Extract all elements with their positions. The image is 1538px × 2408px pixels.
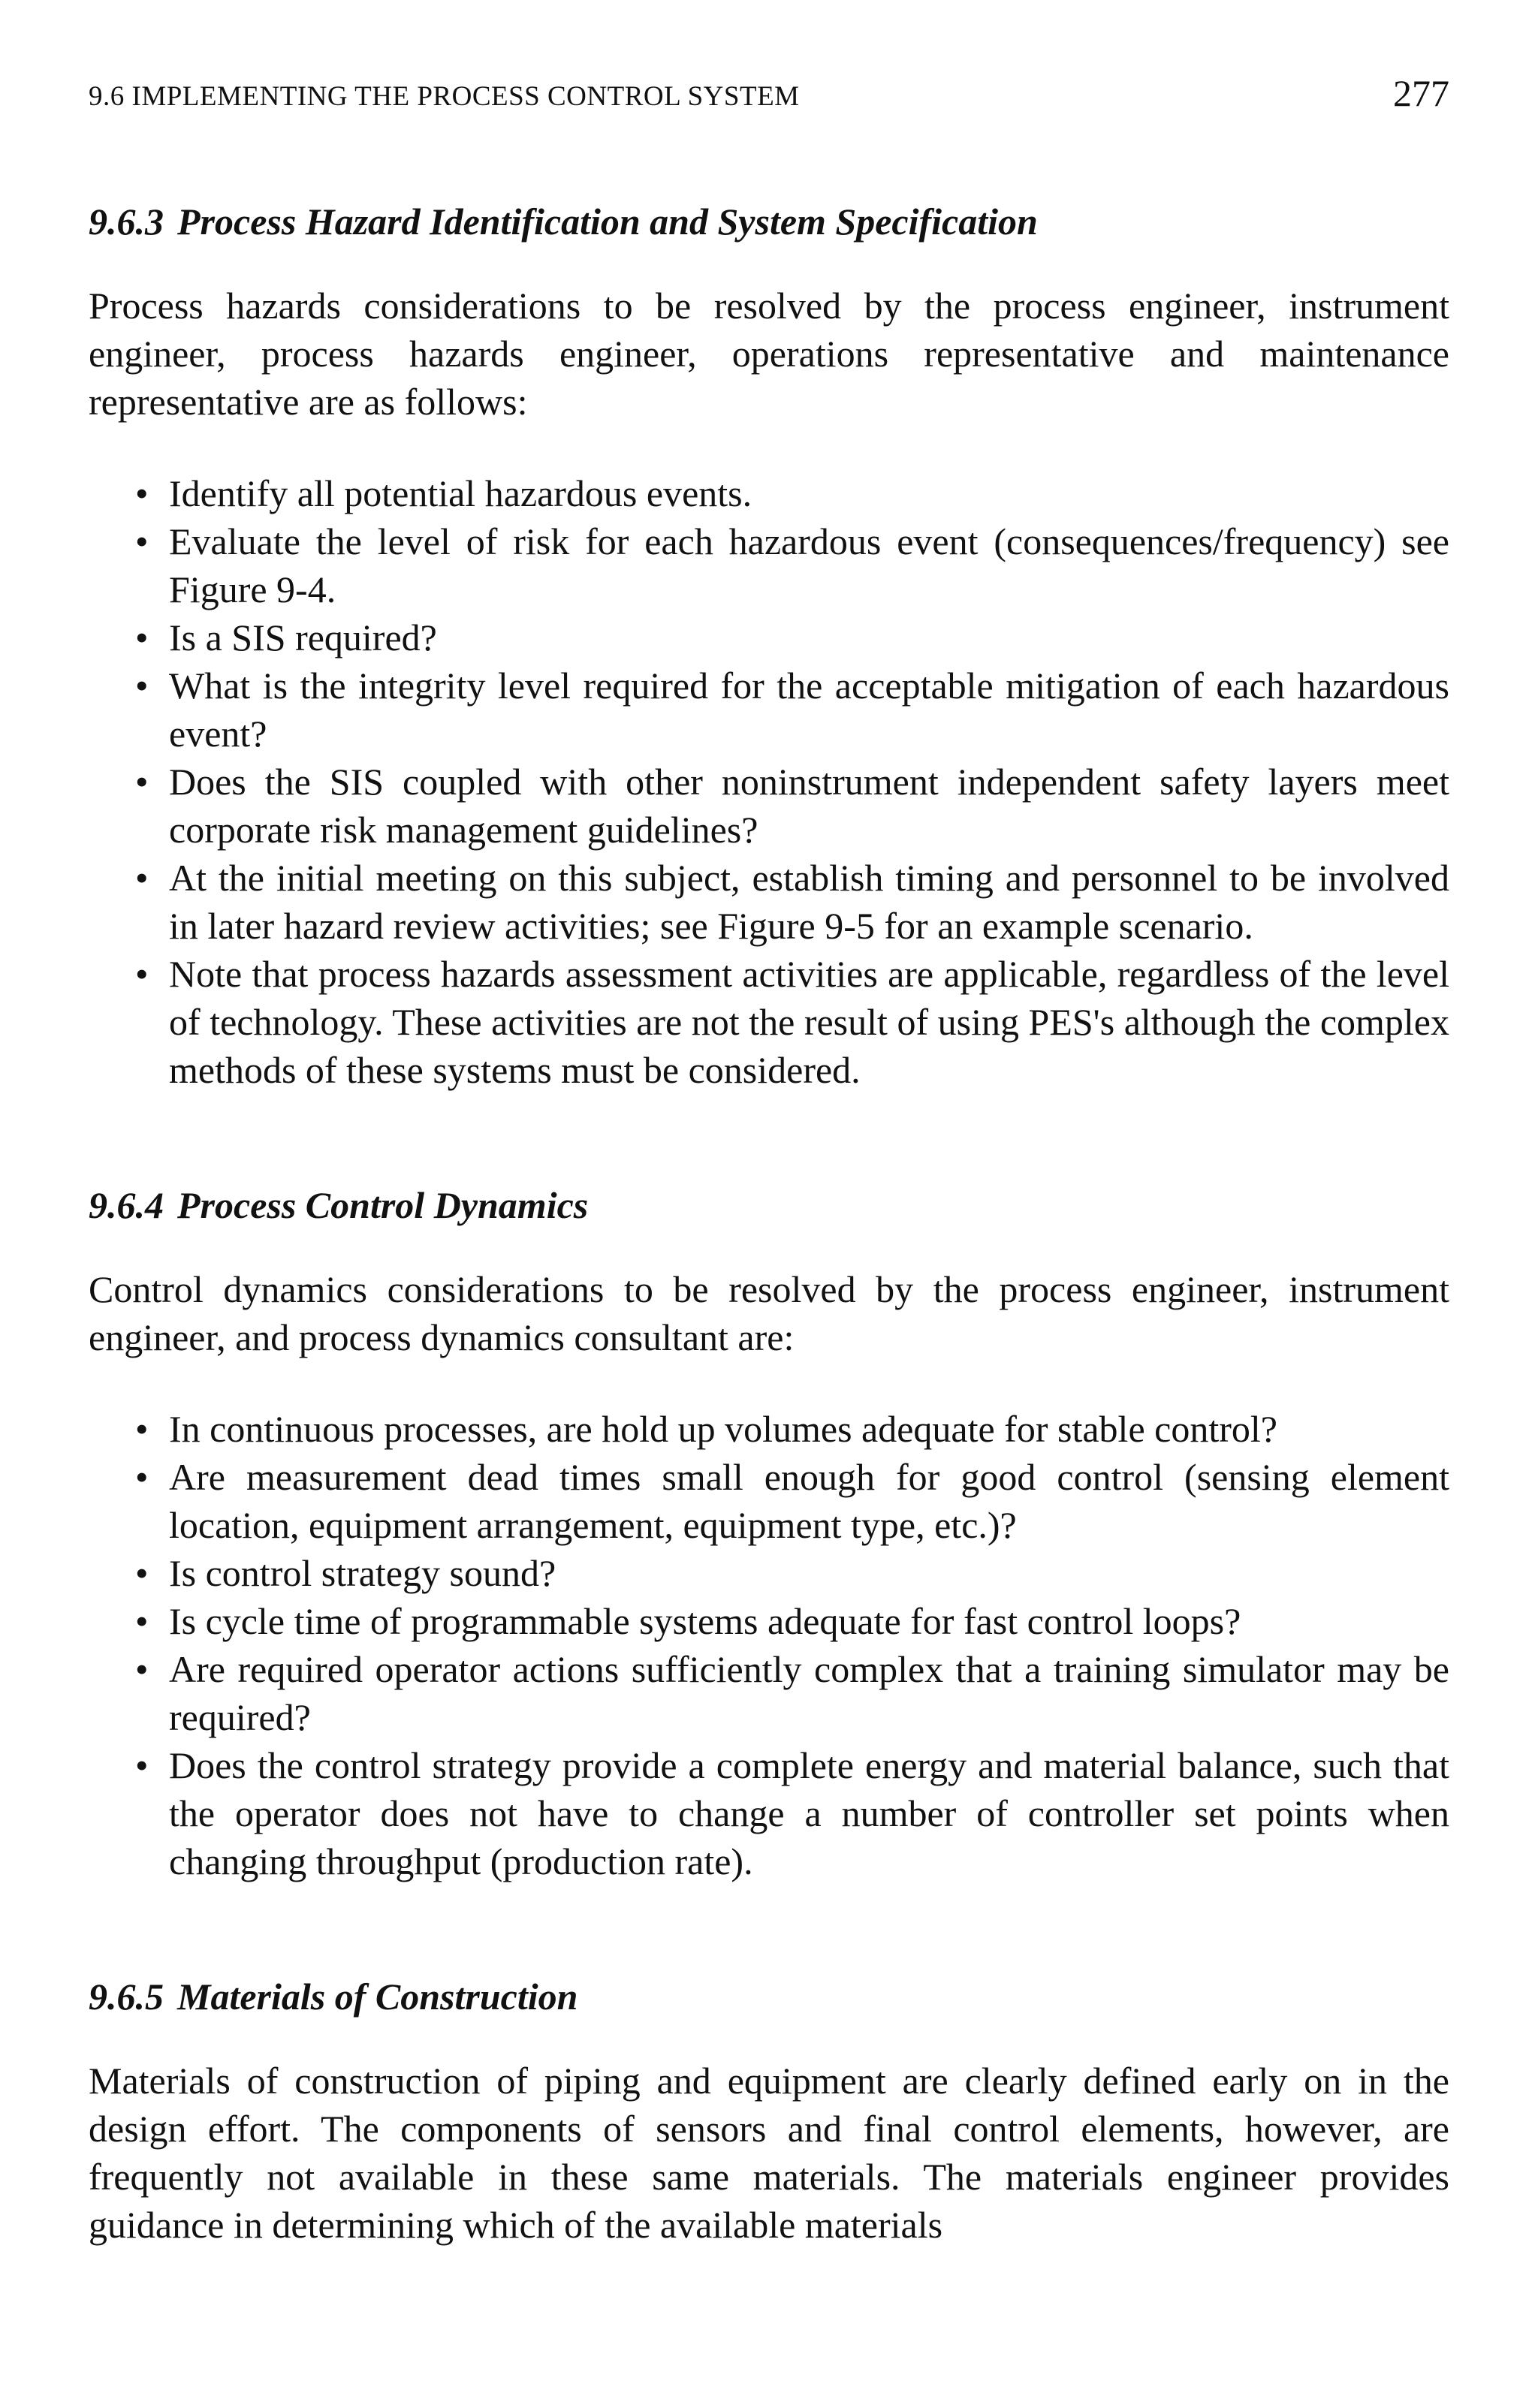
running-head-title: 9.6 IMPLEMENTING THE PROCESS CONTROL SYSTEM — [89, 81, 800, 112]
list-item-text: Note that process hazards assessment activities are applicable, regardless of the level of technology. These activities are not the result of using PES's although the complex methods of these systems must be considered. — [169, 953, 1449, 1091]
section-intro: Materials of construction of piping and equipment are clearly defined early on in the design effort. The components of sensors and final control elements, however, are frequently not available in these same materials. The materials engineer provides guidance in determining which of the available materials — [89, 2060, 1449, 2246]
list-item — [89, 1405, 1449, 1453]
page-number: 277 — [1393, 72, 1449, 114]
bullet-icon: • — [135, 1552, 149, 1594]
list-item — [89, 854, 1449, 950]
section-title: Materials of Construction — [177, 1976, 578, 2018]
list-item-text: Does the control strategy provide a complete energy and material balance, such that the operator does not have to change a number of controller set points when changing throughput (production rate). — [169, 1744, 1449, 1882]
section-number: 9.6.3 — [89, 200, 164, 243]
list-item-text: Evaluate the level of risk for each hazardous event (consequences/frequency) see Figure 9-4. — [169, 520, 1449, 610]
section-intro: Control dynamics considerations to be resolved by the process engineer, instrument engineer, and process dynamics consultant are: — [89, 1268, 1449, 1358]
list-item — [89, 758, 1449, 854]
list-item-text: Is control strategy sound? — [169, 1552, 556, 1594]
list-item — [89, 1549, 1449, 1597]
bullet-list — [89, 1405, 1449, 1885]
section-heading — [89, 1974, 1449, 2019]
list-item-text: Identify all potential hazardous events. — [169, 472, 752, 514]
section-heading — [89, 199, 1449, 244]
bullet-icon: • — [135, 1408, 149, 1450]
section-9-6-4 — [89, 1183, 1449, 1885]
section-number: 9.6.4 — [89, 1184, 164, 1226]
bullet-list — [89, 469, 1449, 1094]
page-content — [89, 199, 1449, 2249]
list-item-text: Are measurement dead times small enough for good control (sensing element location, equipment arrangement, equipment type, etc.)? — [169, 1456, 1449, 1546]
list-item-text: Does the SIS coupled with other noninstrument independent safety layers meet corporate risk management guidelines? — [169, 761, 1449, 851]
list-item-text: In continuous processes, are hold up volumes adequate for stable control? — [169, 1408, 1277, 1450]
section-intro: Process hazards considerations to be resolved by the process engineer, instrument engineer, process hazards engineer, operations representative and maintenance representative are as follows: — [89, 285, 1449, 423]
section-9-6-3 — [89, 199, 1449, 1094]
bullet-icon: • — [135, 1744, 149, 1786]
list-item — [89, 1645, 1449, 1741]
list-item — [89, 613, 1449, 662]
bullet-icon: • — [135, 472, 149, 514]
bullet-icon: • — [135, 616, 149, 659]
list-item-text: Are required operator actions sufficiently complex that a training simulator may be required? — [169, 1648, 1449, 1738]
bullet-icon: • — [135, 761, 149, 803]
list-item — [89, 1597, 1449, 1645]
bullet-icon: • — [135, 520, 149, 562]
list-item — [89, 469, 1449, 517]
section-title: Process Control Dynamics — [177, 1184, 589, 1226]
list-item — [89, 1453, 1449, 1549]
bullet-icon: • — [135, 1648, 149, 1690]
bullet-icon: • — [135, 953, 149, 995]
list-item-text: Is cycle time of programmable systems adequate for fast control loops? — [169, 1600, 1241, 1642]
section-9-6-5 — [89, 1974, 1449, 2249]
bullet-icon: • — [135, 665, 149, 707]
list-item — [89, 950, 1449, 1094]
section-number: 9.6.5 — [89, 1976, 164, 2018]
bullet-icon: • — [135, 1456, 149, 1498]
list-item-text: Is a SIS required? — [169, 616, 437, 659]
section-heading — [89, 1183, 1449, 1228]
running-head — [89, 71, 1449, 116]
bullet-icon: • — [135, 1600, 149, 1642]
list-item — [89, 517, 1449, 613]
list-item — [89, 1741, 1449, 1885]
list-item — [89, 662, 1449, 758]
section-title: Process Hazard Identification and System Specification — [177, 200, 1038, 243]
bullet-icon: • — [135, 857, 149, 899]
list-item-text: At the initial meeting on this subject, establish timing and personnel to be involved in later hazard review activities; see Figure 9-5 for an example scenario. — [169, 857, 1449, 947]
list-item-text: What is the integrity level required for the acceptable mitigation of each hazardous event? — [169, 665, 1449, 755]
